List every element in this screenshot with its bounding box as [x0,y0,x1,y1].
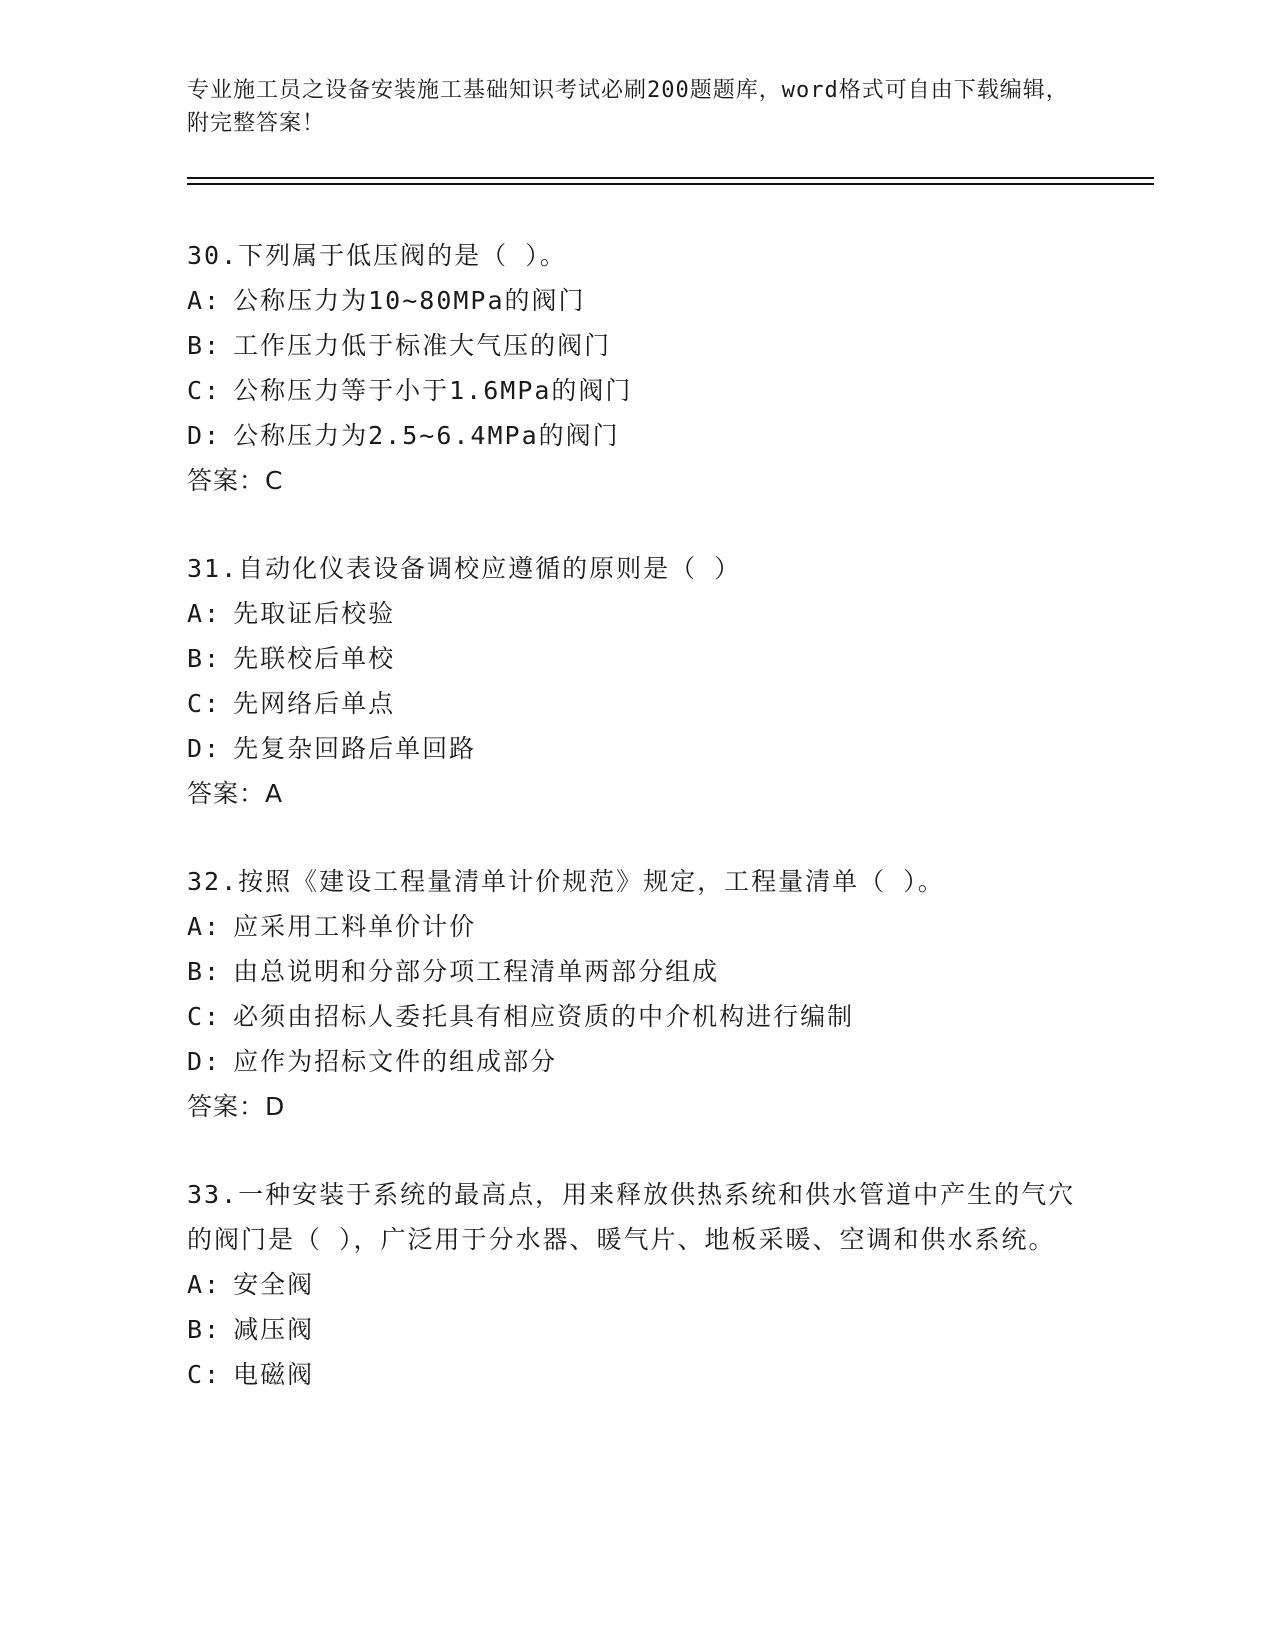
header-title: 专业施工员之设备安装施工基础知识考试必刷200题题库，word格式可自由下载编辑，附完整答案！ [187,78,1069,136]
option-text: 应采用工料单价计价 [233,912,477,941]
option-b [187,323,1087,368]
option-letter: C: [187,1002,222,1031]
option-c [187,368,1087,413]
option-letter: D: [187,1047,222,1076]
option-text: 公称压力为2.5~6.4MPa的阀门 [233,421,620,450]
answer-line: 答案：C [187,466,284,495]
option-text: 必须由招标人委托具有相应资质的中介机构进行编制 [233,1002,855,1031]
option-a [187,904,1087,949]
option-letter: B: [187,331,222,360]
option-letter: A: [187,1270,222,1299]
option-letter: D: [187,421,222,450]
option-a [187,278,1087,323]
option-letter: A: [187,599,222,628]
option-text: 先联校后单校 [233,644,396,673]
answer-line: 答案：D [187,1092,286,1121]
option-text: 应作为招标文件的组成部分 [233,1047,558,1076]
option-text: 公称压力等于小于1.6MPa的阀门 [233,376,633,405]
question-32 [187,859,1087,1129]
option-c [187,681,1087,726]
option-text: 电磁阀 [233,1360,315,1389]
option-text: 先取证后校验 [233,599,396,628]
option-d [187,413,1087,458]
option-b [187,949,1087,994]
option-letter: C: [187,1360,222,1389]
header-divider-bottom [187,183,1154,185]
question-text: 30.下列属于低压阀的是（ ）。 [187,241,567,270]
question-text: 31.自动化仪表设备调校应遵循的原则是（ ） [187,554,742,583]
document-header [187,74,1077,140]
option-text: 工作压力低于标准大气压的阀门 [233,331,612,360]
question-33 [187,1172,1087,1397]
option-a [187,591,1087,636]
option-letter: B: [187,957,222,986]
answer-line: 答案：A [187,779,284,808]
option-letter: A: [187,286,222,315]
option-text: 安全阀 [233,1270,315,1299]
option-c [187,994,1087,1039]
question-30 [187,233,1087,503]
option-text: 先网络后单点 [233,689,396,718]
question-list [187,233,1087,1440]
option-letter: C: [187,689,222,718]
option-text: 减压阀 [233,1315,315,1344]
option-b [187,1307,1087,1352]
option-letter: D: [187,734,222,763]
header-divider-top [187,177,1154,179]
option-d [187,1039,1087,1084]
option-letter: A: [187,912,222,941]
option-text: 公称压力为10~80MPa的阀门 [233,286,586,315]
option-text: 由总说明和分部分项工程清单两部分组成 [233,957,720,986]
option-a [187,1262,1087,1307]
option-b [187,636,1087,681]
option-c [187,1352,1087,1397]
question-text: 32.按照《建设工程量清单计价规范》规定，工程量清单（ ）。 [187,867,945,896]
option-letter: B: [187,1315,222,1344]
option-text: 先复杂回路后单回路 [233,734,477,763]
option-d [187,726,1087,771]
question-31 [187,546,1087,816]
option-letter: B: [187,644,222,673]
option-letter: C: [187,376,222,405]
question-text: 33.一种安装于系统的最高点，用来释放供热系统和供水管道中产生的气穴的阀门是（ ），广泛用于分水器、暖气片、地板采暖、空调和供水系统。 [187,1180,1076,1254]
